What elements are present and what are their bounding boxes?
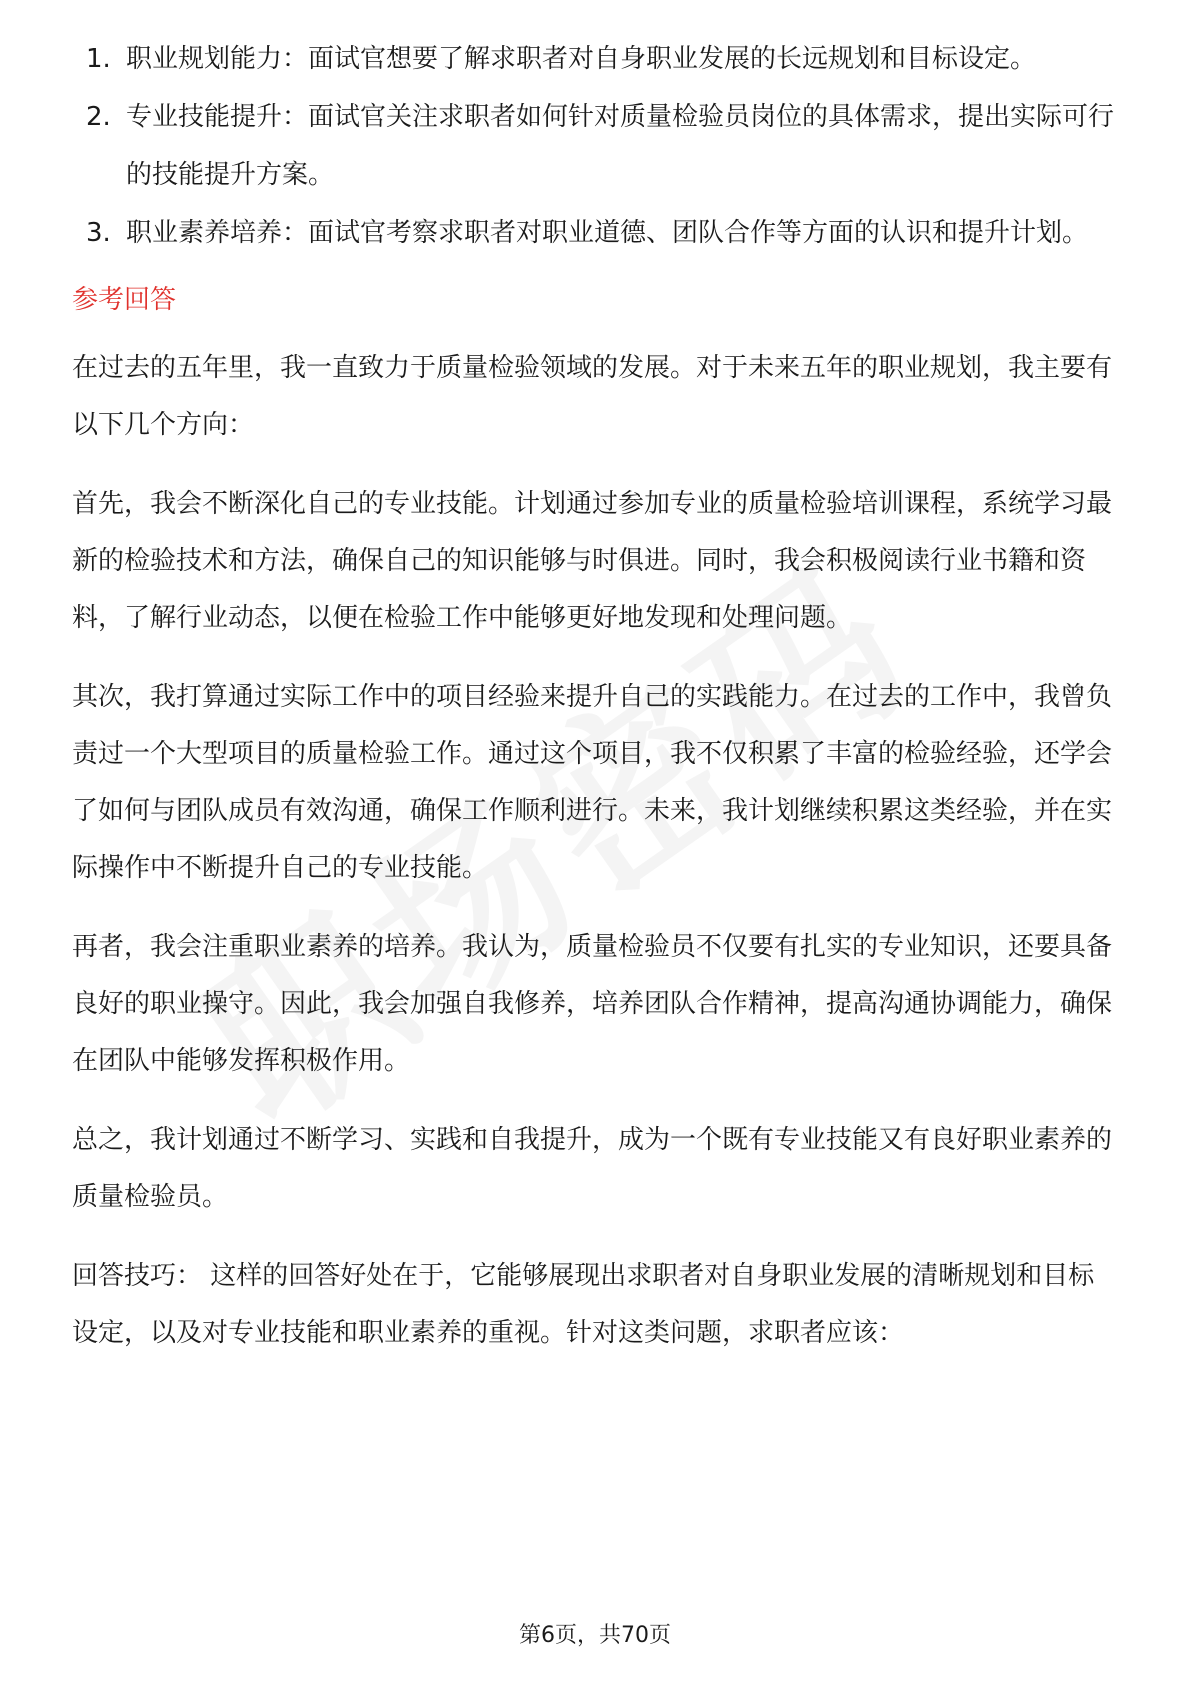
section-heading: 参考回答 [72, 285, 177, 315]
list-item-number: 3. [86, 218, 111, 248]
list-item [72, 30, 1118, 88]
answer-tips-paragraph: 回答技巧： 这样的回答好处在于，它能够展现出求职者对自身职业发展的清晰规划和目标设定，以及对专业技能和职业素养的重视。针对这类问题，求职者应该： [72, 1261, 1095, 1348]
answer-paragraph: 总之，我计划通过不断学习、实践和自我提升，成为一个既有专业技能又有良好职业素养的质量检验员。 [72, 1125, 1113, 1212]
evaluation-criteria-list [72, 30, 1118, 262]
answer-paragraph: 其次，我打算通过实际工作中的项目经验来提升自己的实践能力。在过去的工作中，我曾负责过一个大型项目的质量检验工作。通过这个项目，我不仅积累了丰富的检验经验，还学会了如何与团队成员有效沟通，确保工作顺利进行。未来，我计划继续积累这类经验，并在实际操作中不断提升自己的专业技能。 [72, 682, 1113, 883]
list-item-text: 职业素养培养：面试官考察求职者对职业道德、团队合作等方面的认识和提升计划。 [126, 218, 1089, 248]
list-item-text: 专业技能提升：面试官关注求职者如何针对质量检验员岗位的具体需求，提出实际可行的技能提升方案。 [126, 102, 1115, 190]
list-item-number: 2. [86, 102, 111, 132]
answer-paragraph: 在过去的五年里，我一直致力于质量检验领域的发展。对于未来五年的职业规划，我主要有以下几个方向： [72, 353, 1113, 440]
answer-paragraph: 首先，我会不断深化自己的专业技能。计划通过参加专业的质量检验培训课程，系统学习最新的检验技术和方法，确保自己的知识能够与时俱进。同时，我会积极阅读行业书籍和资料，了解行业动态，以便在检验工作中能够更好地发现和处理问题。 [72, 489, 1113, 633]
page-content [72, 30, 1118, 1384]
list-item-number: 1. [86, 44, 111, 74]
list-item [72, 204, 1118, 262]
answer-paragraph: 再者，我会注重职业素养的培养。我认为，质量检验员不仅要有扎实的专业知识，还要具备良好的职业操守。因此，我会加强自我修养，培养团队合作精神，提高沟通协调能力，确保在团队中能够发挥积极作用。 [72, 932, 1113, 1076]
page-number: 第6页，共70页 [519, 1623, 671, 1648]
list-item-text: 职业规划能力：面试官想要了解求职者对自身职业发展的长远规划和目标设定。 [126, 44, 1037, 74]
list-item [72, 88, 1118, 204]
